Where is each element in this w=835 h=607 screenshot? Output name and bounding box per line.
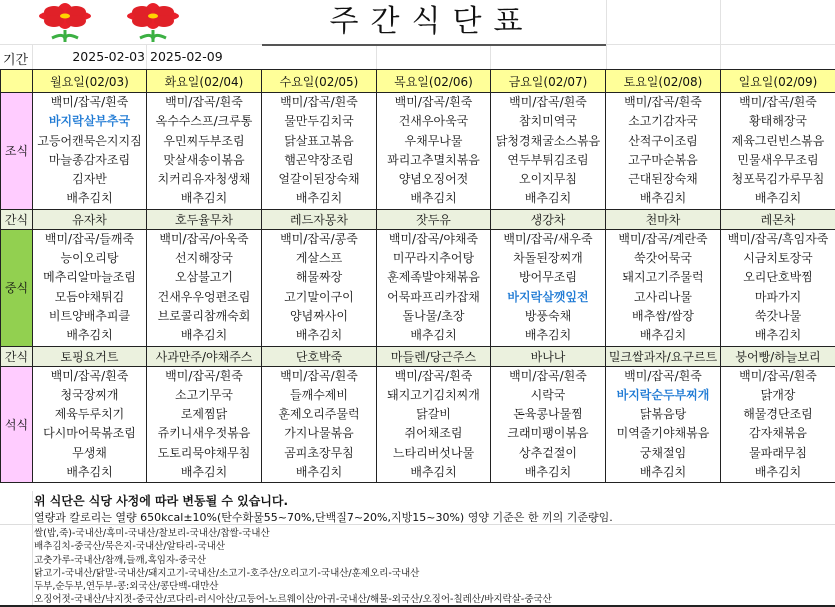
origin-line: 배추김치-중국산/묵은지-국내산/알타리-국내산	[34, 541, 226, 553]
menu-item: 능이오리탕	[60, 251, 119, 266]
lunch-label: 중식	[1, 229, 33, 346]
menu-item: 돼지고기주물럭	[622, 270, 704, 285]
menu-item: 옥수수스프/크루통	[155, 114, 253, 129]
menu-item: 크래미팽이볶음	[507, 426, 589, 441]
menu-item: 청국장찌개	[60, 387, 119, 402]
day-header-thu: 목요일(02/06)	[377, 70, 491, 93]
menu-item: 연두부튀김조림	[507, 152, 589, 167]
grid-line	[376, 46, 377, 69]
menu-item: 제육두루치기	[54, 407, 125, 422]
menu-item: 마파가지	[754, 289, 802, 304]
dinner-cell	[262, 366, 377, 483]
menu-item: 배추김치	[524, 191, 572, 206]
menu-item: 해물짜장	[295, 270, 343, 285]
grid-line	[720, 0, 721, 69]
menu-item: 해물경단조림	[743, 407, 813, 422]
menu-item: 닭볶음탕	[639, 407, 687, 422]
menu-item: 배추김치	[410, 328, 457, 343]
menu-item: 돼지고기김치찌개	[387, 387, 480, 402]
menu-item: 배추김치	[410, 465, 457, 480]
menu-item: 우채무나물	[404, 133, 463, 148]
menu-item: 차돌된장찌개	[513, 251, 583, 266]
menu-item: 백미/잡곡/흰죽	[624, 95, 702, 109]
menu-item: 미역줄기야채볶음	[616, 426, 710, 441]
nutrition-text: 열량과 칼로리는 열량 650kcal±10%(탄수화물55~70%,단백질7~20%,지방15~30%) 영양 기준은 한 끼의 기준량임.	[34, 511, 613, 524]
snack-label: 간식	[1, 346, 33, 366]
menu-item: 백미/잡곡/흑임자죽	[727, 231, 829, 246]
menu-item: 방어무조림	[519, 270, 577, 285]
menu-item: 배추김치	[180, 465, 228, 480]
menu-item: 배추김치	[639, 191, 687, 206]
snack-item: 생강차	[491, 209, 606, 229]
menu-item: 훈제오리주물럭	[278, 407, 360, 422]
menu-item: 건새우아욱국	[398, 114, 469, 129]
menu-item: 백미/잡곡/들깨죽	[44, 231, 135, 246]
dinner-cell	[147, 366, 262, 483]
menu-item: 배추김치	[754, 191, 802, 206]
menu-item: 백미/잡곡/콩죽	[280, 231, 358, 246]
breakfast-cell	[262, 93, 377, 210]
menu-item: 백미/잡곡/흰죽	[50, 368, 129, 383]
menu-item: 돈육콩나물찜	[513, 407, 583, 422]
grid-line	[490, 46, 491, 69]
menu-item: 게살스프	[295, 251, 343, 266]
afternoon-snack-row	[1, 346, 835, 366]
menu-item: 미꾸라지추어탕	[392, 251, 475, 266]
menu-item: 백미/잡곡/흰죽	[165, 95, 243, 109]
menu-item: 참치미역국	[519, 114, 577, 129]
menu-item: 맛살새송이볶음	[163, 152, 245, 167]
menu-item: 훈제족발야채볶음	[387, 270, 480, 285]
menu-item: 배추김치	[410, 191, 457, 206]
menu-item: 느타리버섯나물	[392, 445, 475, 460]
menu-item: 배추김치	[639, 465, 687, 480]
dinner-cell	[33, 366, 147, 483]
menu-item: 물파래무침	[749, 445, 807, 460]
snack-item: 바나나	[491, 346, 606, 366]
lunch-cell	[606, 229, 721, 346]
menu-item: 가지나물볶음	[284, 426, 354, 441]
period-end: 2025-02-09	[150, 49, 223, 64]
menu-item: 백미/잡곡/흰죽	[509, 368, 587, 383]
menu-item: 닭살표고볶음	[284, 133, 354, 148]
menu-item: 고사리나물	[634, 289, 692, 304]
menu-item: 배추김치	[180, 328, 228, 343]
grid-line	[0, 524, 835, 525]
notice-text: 위 식단은 식당 사정에 따라 변동될 수 있습니다.	[34, 494, 289, 508]
menu-item: 백미/잡곡/흰죽	[50, 95, 129, 109]
menu-item: 민물새우무조림	[737, 152, 819, 167]
menu-item: 닭청경채굴소스볶음	[495, 133, 601, 148]
menu-item: 곰피초장무침	[284, 445, 354, 460]
day-header-fri: 금요일(02/07)	[491, 70, 606, 93]
menu-item: 돌나물/초장	[402, 308, 465, 323]
menu-item: 비트양배추피클	[48, 308, 131, 323]
title-underline	[262, 44, 606, 46]
breakfast-cell	[606, 93, 721, 210]
dinner-cell	[721, 366, 835, 483]
menu-item: 쥬키니새우젓볶음	[157, 426, 251, 441]
snack-item: 붕어빵/하늘보리	[721, 346, 835, 366]
grid-line	[32, 44, 33, 69]
menu-item: 배추쌈/쌈장	[631, 308, 694, 323]
menu-item: 닭개장	[760, 387, 796, 402]
origin-line: 고춧가루-국내산/참깨,들깨,흑임자-중국산	[34, 554, 207, 566]
menu-item: 배추김치	[66, 465, 113, 480]
menu-item: 소고기무국	[175, 387, 233, 402]
menu-item: 백미/잡곡/흰죽	[739, 95, 817, 109]
menu-item: 백미/잡곡/계란죽	[618, 231, 708, 246]
menu-item: 오이지무침	[519, 172, 577, 187]
menu-item: 배추김치	[295, 328, 343, 343]
day-header-row	[1, 70, 835, 93]
menu-item: 배추김치	[295, 465, 343, 480]
snack-item: 유자차	[33, 209, 147, 229]
snack-item: 잣두유	[377, 209, 491, 229]
dinner-row	[1, 366, 835, 483]
snack-item: 밀크쌀과자/요구르트	[606, 346, 721, 366]
corner-cell	[1, 70, 33, 93]
menu-item: 제육그린빈스볶음	[731, 133, 825, 148]
day-header-sat: 토요일(02/08)	[606, 70, 721, 93]
menu-item: 햄곤약장조림	[284, 152, 354, 167]
breakfast-label: 조식	[1, 93, 33, 210]
morning-snack-row	[1, 209, 835, 229]
menu-item: 배추김치	[754, 328, 802, 343]
menu-item: 로제찜닭	[180, 407, 228, 422]
menu-item: 꽈리고추멸치볶음	[387, 152, 480, 167]
lunch-cell	[147, 229, 262, 346]
menu-item: 메추리알마늘조림	[43, 270, 136, 285]
dinner-cell	[377, 366, 491, 483]
dinner-label: 석식	[1, 366, 33, 483]
snack-item: 토핑요거트	[33, 346, 147, 366]
grid-line	[146, 44, 147, 69]
menu-item: 백미/잡곡/흰죽	[739, 368, 817, 383]
snack-item: 천마차	[606, 209, 721, 229]
menu-item: 건새우우엉편조림	[157, 289, 251, 304]
breakfast-cell	[33, 93, 147, 210]
menu-item: 상추겉절이	[519, 445, 577, 460]
menu-item: 백미/잡곡/흰죽	[624, 368, 702, 383]
dinner-cell	[606, 366, 721, 483]
menu-item: 쑥갓어묵국	[634, 251, 692, 266]
menu-item: 양념짜사이	[290, 308, 348, 323]
page-title: 주간식단표	[329, 4, 535, 39]
menu-item: 백미/잡곡/아욱죽	[159, 231, 249, 246]
menu-item: 바지락순두부찌개	[616, 387, 710, 402]
menu-item: 배추김치	[524, 465, 572, 480]
lunch-cell	[377, 229, 491, 346]
menu-item: 백미/잡곡/흰죽	[280, 368, 358, 383]
lunch-cell	[491, 229, 606, 346]
grid-line	[32, 491, 33, 607]
menu-item: 쥐어채조림	[404, 426, 463, 441]
menu-item: 배추김치	[66, 191, 113, 206]
menu-item: 백미/잡곡/흰죽	[394, 368, 473, 383]
breakfast-cell	[721, 93, 835, 210]
period-start: 2025-02-03	[72, 49, 145, 64]
menu-item: 백미/잡곡/흰죽	[509, 95, 587, 109]
menu-item: 쑥갓나물	[754, 308, 802, 323]
menu-item: 바지락살깻잎전	[507, 289, 589, 304]
snack-item: 마들렌/당근주스	[377, 346, 491, 366]
menu-item: 백미/잡곡/새우죽	[503, 231, 593, 246]
menu-item: 궁채절임	[639, 445, 687, 460]
menu-item: 브로콜리참깨숙회	[157, 308, 251, 323]
menu-item: 백미/잡곡/흰죽	[394, 95, 473, 109]
menu-item: 선지해장국	[175, 251, 233, 266]
menu-item: 청포묵김가루무침	[731, 172, 825, 187]
period-label: 기간	[3, 53, 29, 68]
snack-item: 레몬차	[721, 209, 835, 229]
menu-item: 다시마어묵볶조림	[43, 426, 136, 441]
menu-item: 배추김치	[754, 465, 802, 480]
breakfast-cell	[147, 93, 262, 210]
menu-item: 소고기감자국	[628, 114, 698, 129]
day-header-mon: 월요일(02/03)	[33, 70, 147, 93]
lunch-cell	[721, 229, 835, 346]
menu-item: 물만두김치국	[284, 114, 354, 129]
lunch-cell	[33, 229, 147, 346]
menu-item: 황태해장국	[749, 114, 807, 129]
menu-item: 도토리묵야채무침	[157, 445, 251, 460]
breakfast-cell	[491, 93, 606, 210]
menu-item: 바지락살부추국	[48, 114, 131, 129]
menu-item: 감자채볶음	[749, 426, 807, 441]
menu-item: 김자반	[72, 172, 107, 187]
menu-item: 모듬야채튀김	[54, 289, 125, 304]
menu-item: 백미/잡곡/흰죽	[280, 95, 358, 109]
day-header-tue: 화요일(02/04)	[147, 70, 262, 93]
menu-item: 무생채	[72, 445, 107, 460]
grid-line	[606, 0, 607, 69]
menu-item: 양념오징어젓	[398, 172, 469, 187]
menu-item: 오삼불고기	[175, 270, 233, 285]
snack-item: 호두율무차	[147, 209, 262, 229]
day-header-sun: 일요일(02/09)	[721, 70, 835, 93]
menu-item: 배추김치	[639, 328, 687, 343]
menu-item: 마늘종감자조림	[48, 152, 131, 167]
notes-section	[0, 491, 835, 607]
dinner-cell	[491, 366, 606, 483]
weekly-menu-table	[0, 69, 835, 483]
menu-item: 얼갈이된장숙채	[278, 172, 360, 187]
menu-item: 우민찌두부조림	[163, 133, 245, 148]
lunch-cell	[262, 229, 377, 346]
origin-line: 닭고기-국내산/닭말-국내산/돼지고기-국내산/소고기-호주산/오리고기-국내산/훈제오리-국내산	[34, 567, 420, 579]
menu-item: 산적구이조림	[628, 133, 698, 148]
menu-item: 오리단호박찜	[743, 270, 813, 285]
snack-item: 레드자몽차	[262, 209, 377, 229]
lunch-row	[1, 229, 835, 346]
breakfast-cell	[377, 93, 491, 210]
menu-item: 고기말이구이	[284, 289, 354, 304]
menu-item: 닭갈비	[416, 407, 451, 422]
origin-line: 두부,순두부,연두부-콩:외국산/콩단백-대만산	[34, 581, 219, 593]
snack-item: 사과만주/야채주스	[147, 346, 262, 366]
origin-line: 쌀(밥,죽)-국내산/흑미-국내산/찰보리-국내산/찹쌀-국내산	[34, 528, 270, 539]
snack-label: 간식	[1, 209, 33, 229]
menu-item: 치커리유자청생채	[157, 172, 251, 187]
menu-item: 방풍숙채	[524, 308, 572, 323]
menu-item: 배추김치	[524, 328, 572, 343]
menu-item: 배추김치	[295, 191, 343, 206]
breakfast-row	[1, 93, 835, 210]
menu-item: 고구마순볶음	[628, 152, 698, 167]
menu-item: 배추김치	[180, 191, 228, 206]
menu-item: 고등어캔묵은지지짐	[37, 133, 142, 148]
menu-item: 시금치토장국	[743, 251, 813, 266]
flower-decoration-icon	[30, 2, 210, 44]
snack-item: 단호박죽	[262, 346, 377, 366]
menu-item: 어묵파프리카잡채	[387, 289, 480, 304]
menu-item: 들깨수제비	[290, 387, 348, 402]
menu-item: 시락국	[530, 387, 566, 402]
menu-item: 백미/잡곡/흰죽	[165, 368, 243, 383]
origin-line: 오징어젓-국내산/낙지젓-중국산/코다리-러시아산/고등어-노르웨이산/아귀-국내산/해물-외국산/오징어-칠레산/바지락살-중국산	[34, 594, 552, 606]
origin-list	[34, 527, 552, 607]
menu-item: 근대된장숙채	[628, 172, 698, 187]
day-header-wed: 수요일(02/05)	[262, 70, 377, 93]
menu-item: 백미/잡곡/야채죽	[388, 231, 479, 246]
menu-item: 배추김치	[66, 328, 113, 343]
